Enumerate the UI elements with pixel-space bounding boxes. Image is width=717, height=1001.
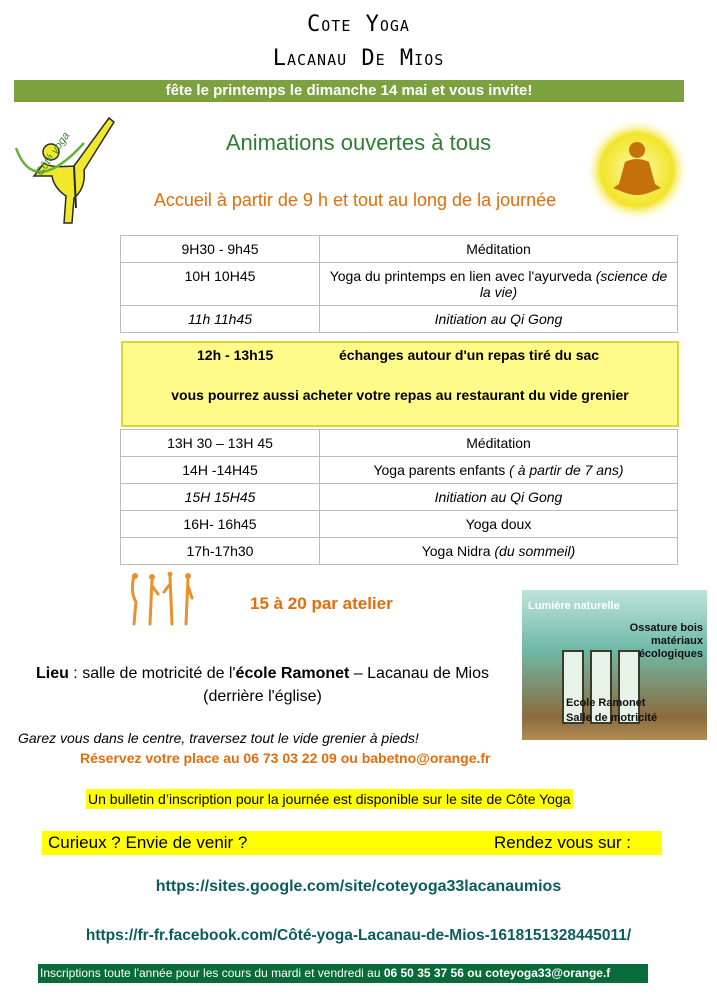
table-row xyxy=(121,236,678,263)
curious-right: Rendez vous sur : xyxy=(494,833,632,852)
activity-cell: Initiation au Qi Gong xyxy=(320,484,678,511)
price-text: 15 à 20 par atelier xyxy=(250,594,393,613)
table-row xyxy=(121,538,678,565)
table-row xyxy=(121,484,678,511)
table-row xyxy=(121,511,678,538)
lunch-text: échanges autour d'un repas tiré du sac xyxy=(339,347,600,363)
lunch-time: 12h - 13h15 xyxy=(197,347,274,363)
welcome-text: Accueil à partir de 9 h et tout au long de la journée xyxy=(153,190,557,210)
parking-note: Garez vous dans le centre, traversez tout le vide grenier à pieds! xyxy=(18,730,419,746)
schedule-table-afternoon xyxy=(120,429,678,565)
curious-bar xyxy=(42,831,662,855)
reservation-text: Réservez votre place au 06 73 03 22 09 ou babetno@orange.fr xyxy=(80,750,491,766)
lunch-extra: vous pourrez aussi acheter votre repas au restaurant du vide grenier xyxy=(171,387,629,403)
activity-cell: Yoga parents enfants ( à partir de 7 ans) xyxy=(320,457,678,484)
animations-heading: Animations ouvertes à tous xyxy=(225,130,492,155)
activity-cell: Yoga Nidra (du sommeil) xyxy=(320,538,678,565)
activity-cell: Méditation xyxy=(320,430,678,457)
event-banner: fête le printemps le dimanche 14 mai et vous invite! xyxy=(14,80,684,102)
room-photo xyxy=(522,590,707,740)
logo-text: Côté yoga xyxy=(33,130,73,178)
photo-label-wood: Ossature bois matériaux écologiques xyxy=(629,622,703,660)
title-line2: Lacanau De Mios xyxy=(272,46,445,71)
yoga-figures xyxy=(126,572,196,632)
time-cell: 14H -14H45 xyxy=(121,457,320,484)
activity-cell: Yoga doux xyxy=(320,511,678,538)
lunch-box xyxy=(121,341,679,427)
time-cell: 10H 10H45 xyxy=(121,263,320,306)
time-cell: 11h 11h45 xyxy=(121,306,320,333)
schedule-table-morning xyxy=(120,235,678,333)
activity-cell: Initiation au Qi Gong xyxy=(320,306,678,333)
yoga-figures-icon xyxy=(126,572,196,627)
photo-label-room: Salle de motricité xyxy=(566,712,658,724)
activity-cell: Yoga du printemps en lien avec l'ayurveda (science de la vie) xyxy=(320,263,678,306)
time-cell: 16H- 16h45 xyxy=(121,511,320,538)
google-site-link[interactable]: https://sites.google.com/site/coteyoga33lacanaumios xyxy=(155,878,562,895)
activity-cell: Méditation xyxy=(320,236,678,263)
table-row xyxy=(121,430,678,457)
time-cell: 9H30 - 9h45 xyxy=(121,236,320,263)
time-cell: 17h-17h30 xyxy=(121,538,320,565)
table-row xyxy=(121,457,678,484)
title-line1: Cote Yoga xyxy=(307,12,410,37)
time-cell: 15H 15H45 xyxy=(121,484,320,511)
photo-label-school: Ecole Ramonet xyxy=(566,697,646,709)
table-row xyxy=(121,306,678,333)
photo-label-light: Lumière naturelle xyxy=(528,600,620,612)
time-cell: 13H 30 – 13H 45 xyxy=(121,430,320,457)
bulletin-note: Un bulletin d’inscription pour la journée est disponible sur le site de Côte Yoga xyxy=(88,791,571,807)
facebook-link[interactable]: https://fr-fr.facebook.com/Côté-yoga-Lacanau-de-Mios-1618151328445011/ xyxy=(85,927,632,944)
table-row xyxy=(121,263,678,306)
location-text: Lieu : salle de motricité de l'école Ramonet – Lacanau de Mios (derrière l'église) xyxy=(35,665,490,705)
footer-bar: Inscriptions toute l'année pour les cours du mardi et vendredi au 06 50 35 37 56 ou coteyoga33@orange.f xyxy=(38,964,648,983)
curious-left: Curieux ? Envie de venir ? xyxy=(48,833,248,852)
